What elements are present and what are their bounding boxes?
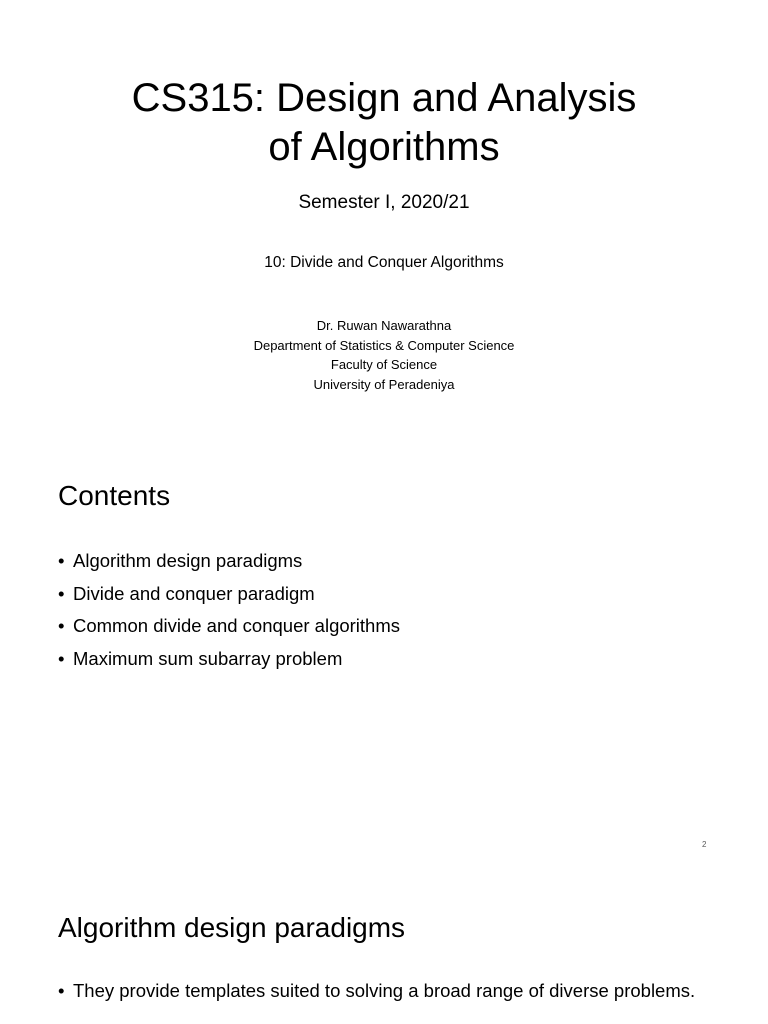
- list-item-text: Maximum sum subarray problem: [73, 647, 343, 669]
- slide-contents: [0, 432, 768, 866]
- slide-paradigms: [0, 866, 768, 1024]
- bullet-icon: •: [58, 550, 65, 571]
- bullet-list: [58, 979, 698, 1002]
- slide-heading: Contents: [58, 480, 171, 511]
- list-item-text: Algorithm design paradigms: [73, 550, 303, 571]
- bullet-list: [58, 545, 400, 675]
- title-line: of Algorithms: [268, 125, 500, 169]
- slide-title-heading: [0, 74, 768, 172]
- list-item-text: They provide templates suited to solving a broad range of diverse problems.: [73, 980, 696, 1001]
- list-item: [58, 545, 400, 578]
- page-number: 2: [702, 840, 707, 849]
- title-line: CS315: Design and Analysis: [131, 76, 637, 120]
- list-item-text: Divide and conquer paradigm: [73, 582, 315, 604]
- slide-heading: Algorithm design paradigms: [58, 912, 406, 943]
- bullet-icon: •: [58, 980, 65, 1001]
- lecture-subtitle: 10: Divide and Conquer Algorithms: [264, 254, 504, 271]
- slide-title: [0, 0, 768, 432]
- list-item: [58, 979, 698, 1002]
- list-item: [58, 610, 400, 643]
- list-item: [58, 643, 400, 676]
- author-university: University of Peradeniya: [313, 376, 455, 392]
- author-department: Department of Statistics & Computer Science: [253, 337, 515, 353]
- list-item-text: Common divide and conquer algorithms: [73, 615, 401, 636]
- author-faculty: Faculty of Science: [330, 357, 438, 372]
- author-block: [0, 316, 768, 394]
- bullet-icon: •: [58, 582, 65, 604]
- list-item: [58, 578, 400, 611]
- bullet-icon: •: [58, 647, 65, 669]
- bullet-icon: •: [58, 615, 65, 636]
- author-name: Dr. Ruwan Nawarathna: [316, 318, 452, 333]
- semester-text: Semester I, 2020/21: [298, 192, 470, 213]
